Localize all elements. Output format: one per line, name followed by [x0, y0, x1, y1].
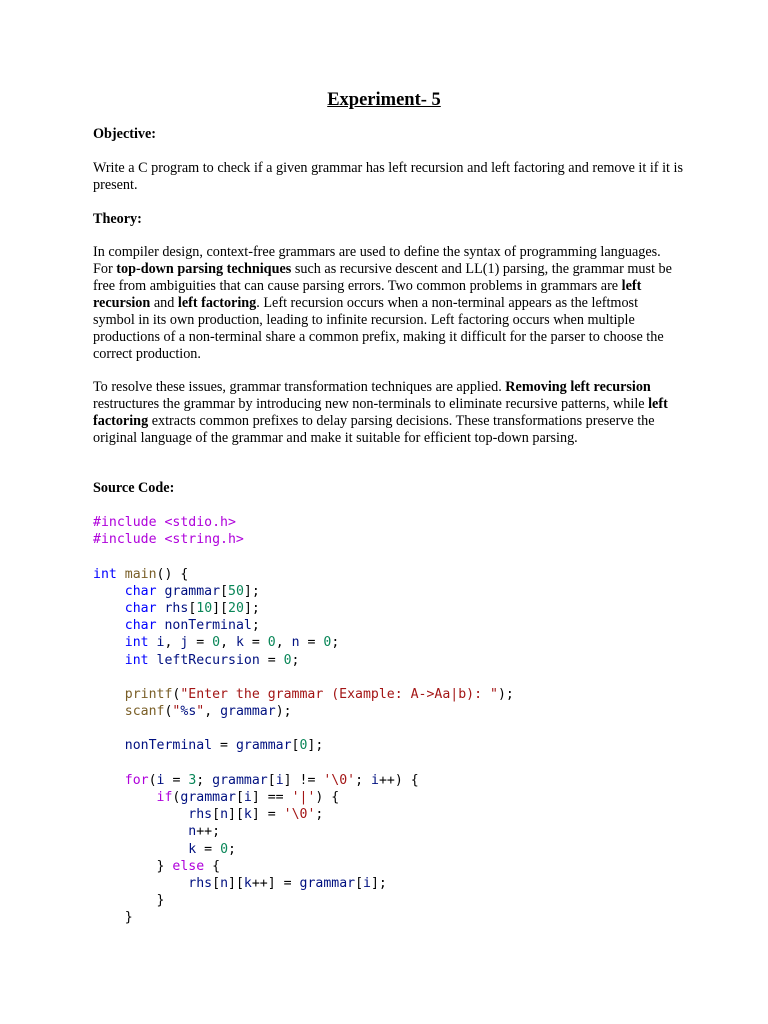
code-token: [ [355, 875, 364, 891]
code-line [93, 583, 514, 600]
code-token: ( [164, 704, 173, 720]
source-code-block [93, 514, 514, 927]
code-token: "Enter the grammar (Example: A->Aa|b): " [180, 686, 498, 702]
bold-term: left recursion [93, 278, 642, 311]
text-run: such as recursive descent and LL(1) parsing, the grammar must be free from ambiguities that can cause parsing errors. Two common problems in grammars are [93, 261, 672, 294]
page-title: Experiment- 5 [327, 90, 441, 110]
code-token [93, 790, 157, 805]
code-token [93, 653, 125, 668]
theory-heading: Theory: [93, 211, 142, 227]
code-token: ] = [251, 807, 284, 823]
code-token: int [93, 566, 117, 582]
code-token: 20 [228, 600, 244, 616]
code-token: ); [497, 686, 514, 702]
code-token: i [156, 635, 165, 651]
code-token: ]; [243, 583, 260, 599]
code-token: ( [148, 772, 157, 788]
code-token [93, 584, 125, 599]
code-line [93, 823, 514, 840]
code-token: if [156, 790, 173, 805]
code-line [93, 514, 514, 531]
code-token [93, 807, 188, 822]
code-token: rhs [164, 600, 189, 616]
code-token: ]; [307, 738, 324, 754]
code-token [93, 842, 188, 857]
code-token: k [188, 841, 197, 857]
code-token: ++) { [378, 772, 419, 788]
code-token: 0 [283, 652, 292, 668]
code-token: = [164, 772, 189, 788]
code-token [93, 635, 125, 650]
code-token: ][ [212, 600, 229, 616]
code-token: = [196, 841, 221, 857]
code-token: n [188, 824, 197, 840]
code-token: 0 [299, 738, 308, 754]
code-token [93, 773, 125, 788]
text-run: . Left recursion occurs when a non-terminal appears as the leftmost symbol in its own production, leading to infinite recursion. Left factoring occurs when multiple productions of a non-terminal share a common prefix, making it difficult for the parser to choose the correct production. [93, 295, 664, 362]
code-token: #include <string.h> [93, 532, 244, 548]
code-token: int [124, 652, 149, 668]
code-token: ( [172, 686, 181, 702]
code-token: char [124, 618, 157, 634]
code-token: 0 [267, 635, 276, 651]
code-token: [ [188, 600, 197, 616]
code-token: [ [212, 807, 221, 823]
code-token [117, 567, 125, 582]
code-token [93, 687, 125, 702]
code-token: i [363, 875, 371, 891]
code-token: rhs [188, 807, 213, 823]
code-token: = [243, 635, 268, 651]
code-token: } [93, 910, 133, 926]
code-token: ; [315, 807, 324, 823]
code-line [93, 909, 514, 926]
code-token [93, 738, 125, 753]
code-line [93, 806, 514, 823]
code-line [93, 566, 514, 583]
code-line [93, 772, 514, 789]
code-line [93, 669, 514, 686]
code-token: ( [172, 790, 181, 805]
code-token: [ [291, 738, 300, 754]
code-token: = [212, 738, 236, 754]
code-token: ) { [315, 790, 340, 805]
code-token: ++] = [251, 875, 300, 891]
code-token: k [243, 807, 252, 823]
code-token: 0 [220, 841, 229, 857]
code-token [149, 635, 157, 650]
code-token: grammar [164, 583, 221, 599]
code-line [93, 531, 514, 548]
code-token: [ [220, 583, 229, 599]
code-token: leftRecursion [156, 652, 260, 668]
code-token [93, 704, 125, 719]
code-token: '|' [291, 790, 316, 805]
text-run: To resolve these issues, grammar transformation techniques are applied. [93, 379, 506, 395]
code-line [93, 892, 514, 909]
code-token: ; [355, 772, 372, 788]
code-token: nonTerminal [124, 738, 213, 754]
theory-paragraph [93, 244, 683, 363]
code-token: '\0' [283, 807, 316, 823]
code-token: 0 [212, 635, 221, 651]
code-token: k [236, 635, 244, 651]
bold-term: left factoring [93, 396, 668, 429]
source-code-heading: Source Code: [93, 480, 175, 496]
code-token: j [180, 635, 189, 651]
code-token: = [188, 635, 213, 651]
code-line [93, 634, 514, 651]
objective-text: Write a C program to check if a given grammar has left recursion and left factoring and remove it if it is present. [93, 160, 683, 193]
code-token: " [172, 704, 181, 720]
code-token: grammar [235, 738, 292, 754]
text-run: In compiler design, context-free grammars are used to define the syntax of programming languages. For [93, 244, 661, 277]
code-token: ; [196, 772, 213, 788]
code-token: ] != [283, 772, 324, 788]
code-line [93, 600, 514, 617]
code-token: () { [156, 566, 189, 582]
code-token: grammar [299, 875, 356, 891]
code-token: ] == [251, 790, 292, 805]
code-token: = [259, 652, 284, 668]
code-token: ; [331, 635, 340, 651]
code-token: ; [251, 618, 260, 634]
code-token: i [243, 790, 252, 805]
code-token: rhs [188, 875, 213, 891]
code-token: #include <stdio.h> [93, 515, 236, 530]
code-token: } [93, 858, 173, 874]
code-token: printf [124, 686, 173, 702]
code-token: , [275, 635, 292, 651]
code-token: '\0' [323, 772, 356, 788]
code-token: char [124, 600, 157, 616]
code-token [149, 653, 157, 668]
code-token: main [124, 566, 157, 582]
code-token: , [220, 635, 237, 651]
code-token [93, 876, 188, 891]
code-token: int [124, 635, 149, 651]
bold-term: Removing left recursion [505, 379, 651, 395]
code-line [93, 737, 514, 754]
code-token: ]; [243, 600, 260, 616]
code-token: , [164, 635, 181, 651]
code-token: %s [180, 704, 197, 720]
code-token: 50 [228, 583, 244, 599]
code-line [93, 652, 514, 669]
code-line [93, 686, 514, 703]
bold-term: left factoring [177, 295, 257, 311]
code-token: ); [275, 704, 292, 720]
code-token [93, 824, 188, 839]
text-run: and [150, 295, 178, 311]
code-token: ][ [228, 807, 244, 823]
code-token: 10 [196, 600, 213, 616]
code-token: n [220, 807, 229, 823]
code-token: ; [228, 841, 236, 857]
code-token: i [275, 772, 284, 788]
code-token: i [371, 772, 379, 788]
bold-term: top-down parsing techniques [116, 261, 292, 277]
code-token: grammar [220, 704, 276, 720]
code-line [93, 548, 514, 565]
code-token: nonTerminal [164, 618, 252, 634]
code-token: ++; [196, 824, 221, 840]
code-token: [ [212, 875, 221, 891]
code-line [93, 703, 514, 720]
code-line [93, 858, 514, 875]
code-token: grammar [180, 790, 236, 805]
code-token: { [204, 858, 221, 874]
code-line [93, 755, 514, 772]
code-token: = [299, 635, 324, 651]
code-token: scanf [124, 704, 165, 720]
code-token: else [172, 858, 205, 874]
code-line [93, 720, 514, 737]
code-token: k [243, 875, 252, 891]
code-line [93, 841, 514, 858]
code-line [93, 875, 514, 892]
code-token: } [93, 893, 165, 909]
code-token: " [196, 704, 205, 720]
code-token: [ [235, 790, 244, 805]
code-token: char [124, 583, 157, 599]
code-token: , [204, 704, 221, 720]
code-token [93, 618, 125, 633]
text-run: restructures the grammar by introducing new non-terminals to eliminate recursive patterns, while [93, 396, 649, 412]
code-token: n [291, 635, 300, 651]
code-token: 0 [323, 635, 332, 651]
code-token: for [124, 772, 149, 788]
code-token: i [156, 772, 165, 788]
code-line [93, 617, 514, 634]
code-token: ][ [228, 875, 244, 891]
objective-heading: Objective: [93, 126, 157, 142]
code-token: ]; [370, 875, 387, 891]
text-run: extracts common prefixes to delay parsing decisions. These transformations preserve the original language of the grammar and make it suitable for efficient top-down parsing. [93, 413, 655, 446]
code-token: n [220, 875, 229, 891]
code-line [93, 789, 514, 806]
code-token: grammar [212, 772, 268, 788]
code-token: ; [291, 652, 300, 668]
code-token: 3 [188, 772, 197, 788]
theory-paragraph [93, 379, 683, 447]
code-token: [ [267, 772, 276, 788]
code-token [93, 601, 125, 616]
